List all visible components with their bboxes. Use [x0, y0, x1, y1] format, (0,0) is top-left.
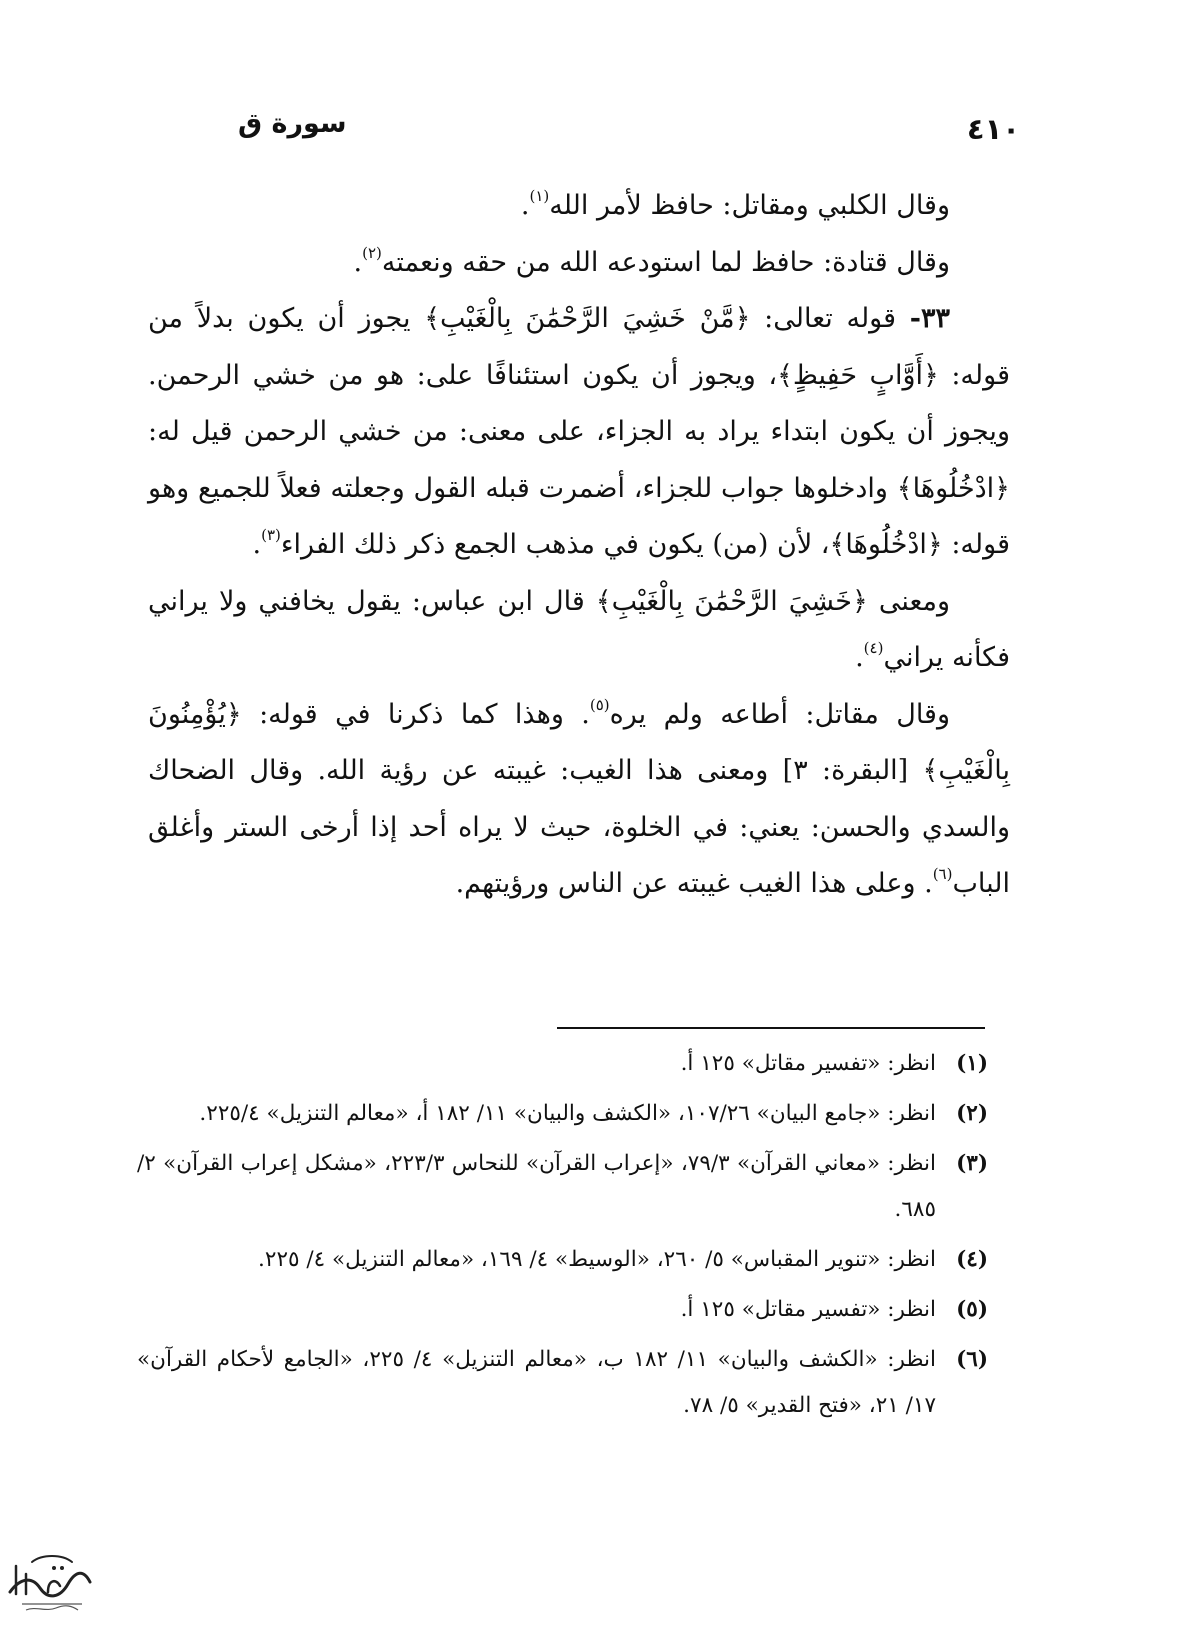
paragraph-4 [148, 574, 1010, 687]
page-number: ٤١٠ [966, 112, 1020, 146]
quran-quote: ﴿أَوَّابٍ حَفِيظٍ﴾ [777, 359, 939, 391]
footnote-6 [137, 1337, 988, 1429]
footnote-mark: (٦) [956, 1347, 988, 1372]
paragraph-text: ، لأن (من) يكون في مذهب الجمع ذكر ذلك الفراء [280, 529, 830, 560]
sentence-end: . [520, 190, 530, 221]
quran-quote: ﴿ادْخُلُوهَا﴾ [829, 529, 943, 560]
footnote-mark: (٢) [956, 1101, 988, 1126]
footnote-mark: (٣) [956, 1151, 988, 1176]
footnote-2 [137, 1091, 988, 1137]
paragraph-text: ، ويجوز أن يكون استئنافًا على: هو من خشي الرحمن. ويجوز أن يكون ابتداء يراد به الجزاء، على معنى: من خشي الرحمن قيل له: [148, 359, 1010, 447]
footnote-text: انظر: «تفسير مقاتل» ١٢٥ أ. [680, 1051, 936, 1076]
footnote-mark: (٤) [956, 1247, 988, 1272]
footnote-mark: (١) [956, 1051, 988, 1076]
footnote-text: انظر: «الكشف والبيان» ١١/ ١٨٢ ب، «معالم التنزيل» ٤/ ٢٢٥، «الجامع لأحكام القرآن» ١٧/ ٢١، «فتح القدير» ٥/ ٧٨. [137, 1347, 936, 1418]
paragraph-text: يجوز أن يكون بدلاً من قوله: [148, 303, 1010, 391]
running-header [238, 108, 1020, 152]
publisher-stamp-logo [2, 1548, 94, 1618]
footnotes [137, 1041, 988, 1433]
quran-quote: ﴿يُؤْمِنُونَ بِالْغَيْبِ﴾ [148, 698, 1010, 786]
paragraph-text: ومعنى [867, 585, 951, 617]
surah-title: سورة ق [238, 108, 347, 139]
footnote-text: انظر: «معاني القرآن» ٧٩/٣، «إعراب القرآن» للنحاس ٢٢٣/٣، «مشكل إعراب القرآن» ٢/ ٦٨٥. [137, 1151, 936, 1222]
verse-number: ٣٣- [909, 303, 950, 334]
footnote-3 [137, 1141, 988, 1233]
footnote-mark: (٥) [956, 1297, 988, 1322]
paragraph-2 [148, 235, 1010, 292]
footnote-ref-2[interactable]: (٢) [362, 243, 382, 262]
footnote-text: انظر: «جامع البيان» ١٠٧/٢٦، «الكشف والبيان» ١١/ ١٨٢ أ، «معالم التنزيل» ٢٢٥/٤. [199, 1101, 936, 1126]
footnote-ref-6[interactable]: (٦) [932, 865, 953, 883]
footnote-ref-3[interactable]: (٣) [261, 526, 281, 544]
paragraph-3 [148, 291, 1010, 574]
footnote-4 [137, 1237, 988, 1283]
quran-quote: ﴿خَشِيَ الرَّحْمَٰنَ بِالْغَيْبِ﴾ [595, 585, 868, 617]
footnote-ref-1[interactable]: (١) [529, 187, 550, 205]
paragraph-text: وقال قتادة: حافظ لما استودعه الله من حقه ونعمته [381, 246, 950, 278]
sentence-end: . [855, 642, 864, 673]
paragraph-text: . وعلى هذا الغيب غيبته عن الناس ورؤيتهم. [455, 868, 933, 899]
paragraph-text: وقال مقاتل: أطاعه ولم يره [609, 698, 950, 730]
paragraph-text: قوله تعالى: [750, 303, 910, 334]
footnote-5 [137, 1287, 988, 1333]
footnote-1 [137, 1041, 988, 1087]
footnote-ref-4[interactable]: (٤) [863, 639, 884, 657]
main-text [148, 178, 1010, 913]
paragraph-text: وقال الكلبي ومقاتل: حافظ لأمر الله [549, 190, 950, 221]
paragraph-1 [148, 178, 1010, 235]
sentence-end: . [252, 529, 262, 560]
quran-quote: ﴿ادْخُلُوهَا﴾ [896, 472, 1010, 504]
quran-quote: ﴿مَّنْ خَشِيَ الرَّحْمَٰنَ بِالْغَيْبِ﴾ [424, 303, 751, 334]
footnote-text: انظر: «تفسير مقاتل» ١٢٥ أ. [680, 1297, 936, 1322]
footnote-text: انظر: «تنوير المقباس» ٥/ ٢٦٠، «الوسيط» ٤/ ١٦٩، «معالم التنزيل» ٤/ ٢٢٥. [258, 1247, 936, 1272]
paragraph-text: قال ابن عباس: يقول يخافني ولا يراني فكأنه يراني [148, 585, 1010, 673]
sentence-end: . [353, 246, 363, 278]
paragraph-text: . وهذا كما ذكرنا في قوله: [241, 698, 590, 730]
paragraph-5 [148, 687, 1010, 913]
paragraph-text: [البقرة: ٣] ومعنى هذا الغيب: غيبته عن رؤية الله. وقال الضحاك والسدي والحسن: يعني: في الخلوة، حيث لا يراه أحد إذا أرخى الستر وأغلق الباب [148, 755, 1010, 899]
footnote-ref-5[interactable]: (٥) [589, 695, 610, 714]
paragraph-text: وادخلوها جواب للجزاء، أضمرت قبله القول وجعلته فعلاً للجميع وهو قوله: [148, 472, 1010, 560]
footnote-separator [557, 1027, 985, 1029]
